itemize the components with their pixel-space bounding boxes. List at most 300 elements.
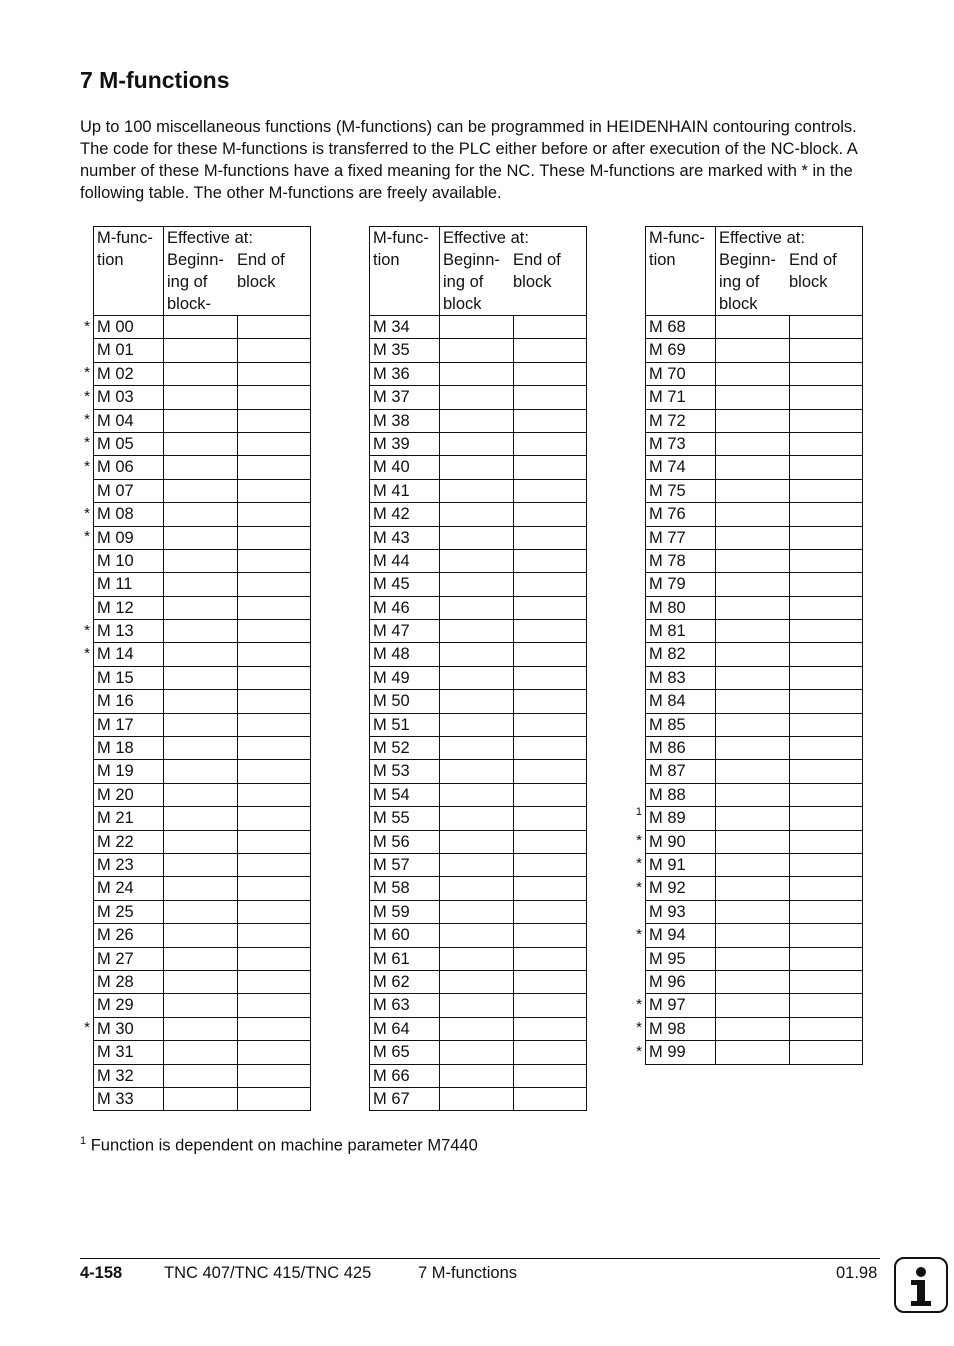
fixed-meaning-marker: 1 xyxy=(635,805,642,818)
page-title: 7 M-functions xyxy=(80,67,230,93)
table-row xyxy=(354,807,587,830)
fixed-meaning-marker: * xyxy=(84,504,90,522)
table-row xyxy=(630,713,863,736)
end-of-block-cell xyxy=(789,596,863,619)
end-of-block-cell xyxy=(789,970,863,993)
end-of-block-cell xyxy=(237,853,311,876)
end-of-block-cell xyxy=(789,573,863,596)
end-of-block-cell xyxy=(237,620,311,643)
header-line: block xyxy=(513,273,552,291)
m-function-code: M 33 xyxy=(94,1087,164,1110)
fixed-meaning-marker xyxy=(78,970,94,993)
table-row xyxy=(630,994,863,1017)
m-function-code: M 09 xyxy=(94,526,164,549)
beginning-of-block-cell xyxy=(440,620,514,643)
end-of-block-cell xyxy=(789,339,863,362)
fixed-meaning-marker xyxy=(354,1087,370,1110)
m-function-code: M 01 xyxy=(94,339,164,362)
beginning-of-block-cell xyxy=(440,1087,514,1110)
beginning-of-block-cell xyxy=(164,807,238,830)
m-function-code: M 85 xyxy=(646,713,716,736)
m-function-code: M 34 xyxy=(370,316,440,339)
beginning-of-block-cell xyxy=(440,1017,514,1040)
end-of-block-cell xyxy=(789,432,863,455)
table-row xyxy=(354,479,587,502)
end-of-block-cell xyxy=(513,783,587,806)
table-row xyxy=(630,316,863,339)
fixed-meaning-marker xyxy=(630,503,646,526)
table-row xyxy=(78,1087,311,1110)
beginning-of-block-cell xyxy=(716,737,790,760)
beginning-of-block-cell xyxy=(716,994,790,1017)
m-function-code: M 32 xyxy=(94,1064,164,1087)
beginning-of-block-cell xyxy=(440,386,514,409)
fixed-meaning-marker xyxy=(630,690,646,713)
m-function-code: M 26 xyxy=(94,924,164,947)
fixed-meaning-marker xyxy=(354,596,370,619)
m-function-code: M 38 xyxy=(370,409,440,432)
fixed-meaning-marker xyxy=(630,386,646,409)
fixed-meaning-marker: * xyxy=(84,387,90,405)
fixed-meaning-marker xyxy=(78,947,94,970)
table-row xyxy=(630,830,863,853)
table-row xyxy=(78,432,311,455)
m-function-column-header xyxy=(94,227,164,316)
end-of-block-label xyxy=(789,249,859,315)
m-function-code: M 57 xyxy=(370,853,440,876)
m-function-code: M 18 xyxy=(94,737,164,760)
end-of-block-cell xyxy=(237,596,311,619)
table-row xyxy=(630,432,863,455)
beginning-of-block-cell xyxy=(164,1087,238,1110)
table-row xyxy=(78,924,311,947)
effective-at-column-header xyxy=(716,227,863,316)
table-row xyxy=(78,994,311,1017)
beginning-of-block-cell xyxy=(440,362,514,385)
m-function-code: M 98 xyxy=(646,1017,716,1040)
end-of-block-cell xyxy=(237,316,311,339)
table-row xyxy=(630,900,863,923)
m-function-code: M 95 xyxy=(646,947,716,970)
m-function-code: M 63 xyxy=(370,994,440,1017)
m-function-code: M 36 xyxy=(370,362,440,385)
table-row xyxy=(78,503,311,526)
table-row xyxy=(354,456,587,479)
m-function-code: M 60 xyxy=(370,924,440,947)
beginning-of-block-cell xyxy=(440,760,514,783)
m-function-code: M 08 xyxy=(94,503,164,526)
fixed-meaning-marker: * xyxy=(84,411,90,429)
fixed-meaning-marker xyxy=(630,596,646,619)
m-function-code: M 69 xyxy=(646,339,716,362)
beginning-of-block-cell xyxy=(440,573,514,596)
m-function-code: M 16 xyxy=(94,690,164,713)
m-function-code: M 56 xyxy=(370,830,440,853)
end-of-block-cell xyxy=(513,643,587,666)
end-of-block-cell xyxy=(513,386,587,409)
beginning-of-block-cell xyxy=(164,1017,238,1040)
beginning-of-block-cell xyxy=(716,666,790,689)
m-function-code: M 75 xyxy=(646,479,716,502)
beginning-of-block-cell xyxy=(164,970,238,993)
end-of-block-cell xyxy=(237,900,311,923)
m-function-code: M 12 xyxy=(94,596,164,619)
table-row xyxy=(78,1041,311,1064)
beginning-of-block-cell xyxy=(164,783,238,806)
fixed-meaning-marker xyxy=(354,947,370,970)
m-function-code: M 02 xyxy=(94,362,164,385)
fixed-meaning-marker: * xyxy=(84,364,90,382)
m-function-code: M 88 xyxy=(646,783,716,806)
m-function-code: M 21 xyxy=(94,807,164,830)
end-of-block-cell xyxy=(513,970,587,993)
m-function-code: M 43 xyxy=(370,526,440,549)
fixed-meaning-marker xyxy=(78,830,94,853)
beginning-of-block-cell xyxy=(716,620,790,643)
beginning-of-block-label xyxy=(167,249,237,315)
table-row xyxy=(630,970,863,993)
beginning-of-block-cell xyxy=(716,573,790,596)
end-of-block-cell xyxy=(513,994,587,1017)
beginning-of-block-cell xyxy=(440,877,514,900)
end-of-block-cell xyxy=(513,1017,587,1040)
m-function-code: M 55 xyxy=(370,807,440,830)
end-of-block-cell xyxy=(789,853,863,876)
beginning-of-block-cell xyxy=(440,1041,514,1064)
beginning-of-block-cell xyxy=(164,666,238,689)
fixed-meaning-marker: * xyxy=(84,644,90,662)
table-row xyxy=(354,900,587,923)
table-row xyxy=(354,947,587,970)
fixed-meaning-marker xyxy=(630,643,646,666)
beginning-of-block-cell xyxy=(164,830,238,853)
beginning-of-block-cell xyxy=(164,713,238,736)
beginning-of-block-cell xyxy=(164,432,238,455)
table-row xyxy=(630,643,863,666)
end-of-block-cell xyxy=(237,690,311,713)
table-row xyxy=(354,620,587,643)
beginning-of-block-cell xyxy=(716,807,790,830)
end-of-block-cell xyxy=(789,877,863,900)
end-of-block-cell xyxy=(513,666,587,689)
end-of-block-cell xyxy=(513,947,587,970)
fixed-meaning-marker xyxy=(354,783,370,806)
intro-paragraph: Up to 100 miscellaneous functions (M-functions) can be programmed in HEIDENHAIN contouring controls. The code for these M-functions is transferred to the PLC either before or after execution of the NC-block. A number of these M-functions have a fixed meaning for the NC. These M-functions are marked with * in the following table. The other M-functions are freely available. xyxy=(80,118,857,202)
table-row xyxy=(354,409,587,432)
table-row xyxy=(630,409,863,432)
table-row xyxy=(354,596,587,619)
header-line: End of xyxy=(237,251,285,269)
fixed-meaning-marker xyxy=(354,807,370,830)
fixed-meaning-marker xyxy=(354,1041,370,1064)
fixed-meaning-marker xyxy=(354,853,370,876)
fixed-meaning-marker xyxy=(354,620,370,643)
m-function-code: M 80 xyxy=(646,596,716,619)
fixed-meaning-marker xyxy=(630,970,646,993)
end-of-block-cell xyxy=(789,760,863,783)
effective-at-column-header xyxy=(164,227,311,316)
m-function-table-2 xyxy=(354,226,587,1111)
table-row xyxy=(630,807,863,830)
fixed-meaning-marker xyxy=(78,924,94,947)
beginning-of-block-cell xyxy=(440,643,514,666)
fixed-meaning-marker xyxy=(78,783,94,806)
fixed-meaning-marker xyxy=(630,339,646,362)
table-row xyxy=(78,362,311,385)
table-row xyxy=(78,1017,311,1040)
m-function-code: M 27 xyxy=(94,947,164,970)
m-function-table-1 xyxy=(78,226,311,1111)
fixed-meaning-marker xyxy=(354,1064,370,1087)
beginning-of-block-cell xyxy=(716,713,790,736)
end-of-block-cell xyxy=(789,924,863,947)
table-row xyxy=(354,339,587,362)
beginning-of-block-cell xyxy=(164,596,238,619)
beginning-of-block-cell xyxy=(164,339,238,362)
m-function-code: M 67 xyxy=(370,1087,440,1110)
m-function-code: M 94 xyxy=(646,924,716,947)
fixed-meaning-marker xyxy=(354,760,370,783)
beginning-of-block-cell xyxy=(164,1041,238,1064)
m-function-code: M 71 xyxy=(646,386,716,409)
beginning-of-block-cell xyxy=(716,409,790,432)
header-line: End of xyxy=(513,251,561,269)
beginning-of-block-cell xyxy=(716,432,790,455)
fixed-meaning-marker xyxy=(354,573,370,596)
end-of-block-cell xyxy=(789,807,863,830)
beginning-of-block-cell xyxy=(716,316,790,339)
table-row xyxy=(354,1064,587,1087)
table-row xyxy=(354,713,587,736)
end-of-block-cell xyxy=(513,526,587,549)
end-of-block-cell xyxy=(513,549,587,572)
mark-column-header xyxy=(354,227,370,316)
mark-column-header xyxy=(78,227,94,316)
table-row xyxy=(78,690,311,713)
fixed-meaning-marker xyxy=(630,362,646,385)
fixed-meaning-marker xyxy=(630,737,646,760)
end-of-block-cell xyxy=(513,503,587,526)
end-of-block-cell xyxy=(513,807,587,830)
beginning-of-block-cell xyxy=(440,526,514,549)
header-line: Beginn- xyxy=(167,251,224,269)
beginning-of-block-cell xyxy=(440,409,514,432)
table-row xyxy=(78,456,311,479)
m-function-code: M 04 xyxy=(94,409,164,432)
fixed-meaning-marker xyxy=(354,643,370,666)
m-function-code: M 78 xyxy=(646,549,716,572)
beginning-of-block-cell xyxy=(716,549,790,572)
end-of-block-cell xyxy=(513,573,587,596)
effective-at-label: Effective at: xyxy=(167,229,253,247)
table-row xyxy=(78,643,311,666)
beginning-of-block-cell xyxy=(716,924,790,947)
m-function-code: M 00 xyxy=(94,316,164,339)
table-row xyxy=(354,503,587,526)
m-function-code: M 99 xyxy=(646,1041,716,1064)
beginning-of-block-cell xyxy=(440,339,514,362)
fixed-meaning-marker xyxy=(78,1064,94,1087)
m-function-code: M 96 xyxy=(646,970,716,993)
fixed-meaning-marker: * xyxy=(636,832,642,850)
end-of-block-cell xyxy=(237,760,311,783)
table-row xyxy=(354,362,587,385)
m-function-code: M 28 xyxy=(94,970,164,993)
table-row xyxy=(354,830,587,853)
table-row xyxy=(630,596,863,619)
end-of-block-cell xyxy=(789,783,863,806)
fixed-meaning-marker xyxy=(78,994,94,1017)
beginning-of-block-cell xyxy=(164,526,238,549)
m-function-code: M 72 xyxy=(646,409,716,432)
end-of-block-cell xyxy=(789,386,863,409)
beginning-of-block-cell xyxy=(440,316,514,339)
end-of-block-cell xyxy=(237,526,311,549)
beginning-of-block-cell xyxy=(716,479,790,502)
table-row xyxy=(630,853,863,876)
m-function-code: M 81 xyxy=(646,620,716,643)
table-row xyxy=(354,783,587,806)
m-function-code: M 42 xyxy=(370,503,440,526)
table-row xyxy=(78,970,311,993)
table-header-row xyxy=(354,227,587,316)
m-function-code: M 17 xyxy=(94,713,164,736)
footer-page-number: 4-158 xyxy=(80,1264,123,1282)
fixed-meaning-marker xyxy=(78,690,94,713)
table-row xyxy=(630,620,863,643)
beginning-of-block-cell xyxy=(440,807,514,830)
fixed-meaning-marker: * xyxy=(636,855,642,873)
fixed-meaning-marker xyxy=(354,339,370,362)
end-of-block-cell xyxy=(789,549,863,572)
m-function-code: M 50 xyxy=(370,690,440,713)
fixed-meaning-marker xyxy=(354,316,370,339)
table-row xyxy=(78,1064,311,1087)
fixed-meaning-marker xyxy=(354,713,370,736)
fixed-meaning-marker xyxy=(354,549,370,572)
m-function-code: M 64 xyxy=(370,1017,440,1040)
table-row xyxy=(354,994,587,1017)
end-of-block-cell xyxy=(237,456,311,479)
fixed-meaning-marker xyxy=(78,877,94,900)
header-line: block xyxy=(789,273,828,291)
m-function-code: M 14 xyxy=(94,643,164,666)
table-row xyxy=(78,877,311,900)
fixed-meaning-marker xyxy=(354,526,370,549)
m-function-code: M 15 xyxy=(94,666,164,689)
m-function-code: M 59 xyxy=(370,900,440,923)
beginning-of-block-cell xyxy=(716,760,790,783)
end-of-block-cell xyxy=(789,830,863,853)
beginning-of-block-cell xyxy=(440,994,514,1017)
m-function-code: M 77 xyxy=(646,526,716,549)
beginning-of-block-cell xyxy=(164,409,238,432)
header-line: Beginn- xyxy=(719,251,776,269)
end-of-block-cell xyxy=(789,1041,863,1064)
m-function-code: M 13 xyxy=(94,620,164,643)
end-of-block-cell xyxy=(513,924,587,947)
beginning-of-block-cell xyxy=(716,783,790,806)
table-row xyxy=(354,1087,587,1110)
table-row xyxy=(630,947,863,970)
end-of-block-cell xyxy=(237,713,311,736)
end-of-block-cell xyxy=(237,362,311,385)
beginning-of-block-cell xyxy=(440,783,514,806)
table-row xyxy=(630,783,863,806)
table-row xyxy=(354,549,587,572)
end-of-block-cell xyxy=(237,409,311,432)
end-of-block-cell xyxy=(237,1041,311,1064)
header-line: M-func- xyxy=(97,229,153,247)
m-function-code: M 30 xyxy=(94,1017,164,1040)
end-of-block-cell xyxy=(513,713,587,736)
fixed-meaning-marker xyxy=(354,924,370,947)
end-of-block-cell xyxy=(789,690,863,713)
header-line: End of xyxy=(789,251,837,269)
end-of-block-cell xyxy=(513,1041,587,1064)
table-row xyxy=(354,666,587,689)
beginning-of-block-cell xyxy=(164,947,238,970)
fixed-meaning-marker xyxy=(354,994,370,1017)
effective-at-label: Effective at: xyxy=(719,229,805,247)
fixed-meaning-marker xyxy=(630,549,646,572)
table-row xyxy=(354,853,587,876)
fixed-meaning-marker xyxy=(354,503,370,526)
m-function-code: M 29 xyxy=(94,994,164,1017)
table-row xyxy=(630,549,863,572)
end-of-block-cell xyxy=(237,666,311,689)
end-of-block-cell xyxy=(789,316,863,339)
m-function-code: M 48 xyxy=(370,643,440,666)
fixed-meaning-marker xyxy=(354,432,370,455)
m-function-code: M 51 xyxy=(370,713,440,736)
end-of-block-cell xyxy=(237,643,311,666)
table-row xyxy=(630,526,863,549)
end-of-block-cell xyxy=(237,807,311,830)
beginning-of-block-cell xyxy=(440,737,514,760)
m-function-code: M 74 xyxy=(646,456,716,479)
m-function-code: M 44 xyxy=(370,549,440,572)
table-row xyxy=(78,807,311,830)
fixed-meaning-marker xyxy=(78,807,94,830)
fixed-meaning-marker xyxy=(78,549,94,572)
table-row xyxy=(630,1041,863,1064)
table-row xyxy=(354,432,587,455)
fixed-meaning-marker xyxy=(630,900,646,923)
beginning-of-block-cell xyxy=(716,947,790,970)
m-function-code: M 79 xyxy=(646,573,716,596)
end-of-block-cell xyxy=(237,549,311,572)
m-function-code: M 52 xyxy=(370,737,440,760)
beginning-of-block-cell xyxy=(164,620,238,643)
end-of-block-cell xyxy=(513,737,587,760)
end-of-block-cell xyxy=(237,737,311,760)
table-row xyxy=(630,362,863,385)
beginning-of-block-cell xyxy=(716,877,790,900)
table-row xyxy=(630,386,863,409)
end-of-block-cell xyxy=(789,620,863,643)
fixed-meaning-marker xyxy=(630,432,646,455)
end-of-block-cell xyxy=(513,409,587,432)
beginning-of-block-label xyxy=(443,249,513,315)
m-function-code: M 45 xyxy=(370,573,440,596)
beginning-of-block-cell xyxy=(440,432,514,455)
fixed-meaning-marker: * xyxy=(636,1019,642,1037)
table-row xyxy=(78,620,311,643)
beginning-of-block-cell xyxy=(440,853,514,876)
m-function-column-header xyxy=(646,227,716,316)
beginning-of-block-cell xyxy=(164,643,238,666)
